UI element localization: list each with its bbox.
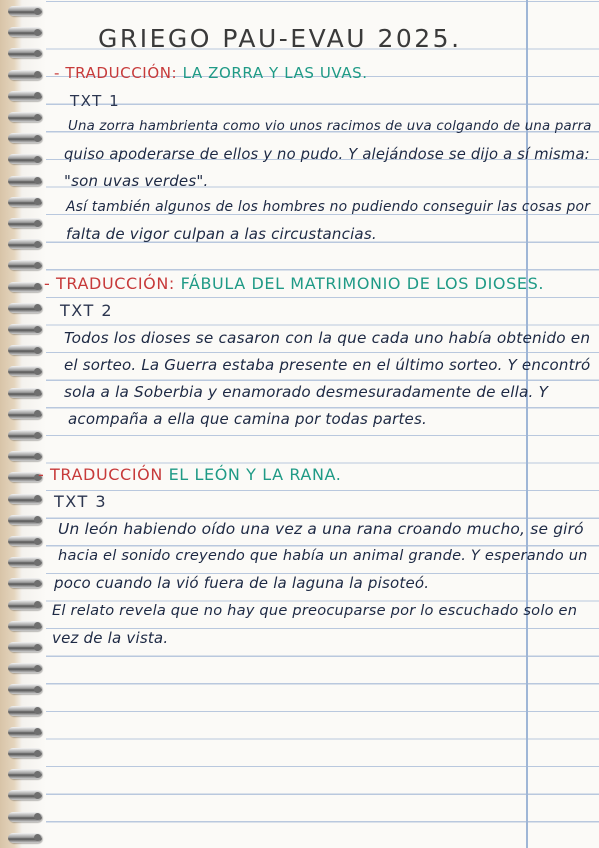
- section-1-heading-title: LA ZORRA Y LAS UVAS.: [182, 64, 368, 82]
- section-3-text-label: TXT 3: [54, 492, 107, 511]
- punch-hole: [34, 156, 41, 163]
- punch-hole: [34, 220, 41, 227]
- punch-hole: [34, 432, 41, 439]
- section-1-line-1: Una zorra hambrienta como vio unos racimos de uva colgando de una parra: [68, 119, 592, 134]
- punch-hole: [34, 241, 41, 248]
- section-2-heading-label: - TRADUCCIÓN:: [44, 274, 175, 293]
- punch-hole: [34, 326, 41, 333]
- section-2-line-2: el sorteo. La Guerra estaba presente en el último sorteo. Y encontró: [64, 356, 591, 374]
- section-1-line-4: Así también algunos de los hombres no pudiendo conseguir las cosas por: [66, 199, 591, 215]
- punch-hole: [34, 644, 41, 651]
- punch-hole: [34, 580, 41, 587]
- punch-hole: [34, 50, 41, 57]
- punch-hole: [34, 453, 41, 460]
- section-3-heading-label: - TRADUCCIÓN: [38, 465, 163, 484]
- section-3-line-2: hacia el sonido creyendo que había un animal grande. Y esperando un: [58, 547, 588, 564]
- punch-hole: [34, 792, 41, 799]
- punch-hole: [34, 8, 41, 15]
- section-1-text-label: TXT 1: [70, 92, 121, 110]
- punch-hole: [34, 29, 41, 36]
- page-title: GRIEGO PAU-EVAU 2025.: [98, 24, 462, 53]
- section-2-heading: [44, 274, 544, 293]
- punch-hole: [34, 750, 41, 757]
- punch-hole: [34, 135, 41, 142]
- section-2-heading-title: FÁBULA DEL MATRIMONIO DE LOS DIOSES.: [180, 274, 545, 293]
- punch-hole: [34, 368, 41, 375]
- section-1-heading: [54, 64, 368, 82]
- spiral-binding: [0, 0, 46, 848]
- section-2-line-4: acompaña a ella que camina por todas partes.: [68, 410, 427, 428]
- section-1-heading-label: - TRADUCCIÓN:: [54, 64, 178, 82]
- punch-hole: [34, 262, 41, 269]
- section-1-line-5: falta de vigor culpan a las circustancias.: [66, 225, 377, 243]
- section-2-line-1: Todos los dioses se casaron con la que cada uno había obtenido en: [64, 329, 591, 347]
- section-3-line-3: poco cuando la vió fuera de la laguna la pisoteó.: [54, 574, 430, 592]
- section-3-heading-title: EL LEÓN Y LA RANA.: [168, 465, 342, 484]
- punch-hole: [34, 347, 41, 354]
- section-3-line-4: El relato revela que no hay que preocuparse por lo escuchado solo en: [52, 602, 578, 619]
- punch-hole: [34, 559, 41, 566]
- section-1-line-3: "son uvas verdes".: [64, 172, 209, 190]
- section-2-line-3: sola a la Soberbia y enamorado desmesuradamente de ella. Y: [64, 383, 549, 401]
- section-3-line-5: vez de la vista.: [52, 629, 169, 647]
- punch-hole: [34, 114, 41, 121]
- section-3-heading: [38, 465, 341, 484]
- punch-hole: [34, 538, 41, 545]
- section-2-text-label: TXT 2: [60, 301, 113, 320]
- section-1-line-2: quiso apoderarse de ellos y no pudo. Y alejándose se dijo a sí misma:: [64, 146, 590, 163]
- punch-hole: [34, 665, 41, 672]
- punch-hole: [34, 686, 41, 693]
- section-3-line-1: Un león habiendo oído una vez a una rana croando mucho, se giró: [58, 520, 584, 538]
- punch-hole: [34, 771, 41, 778]
